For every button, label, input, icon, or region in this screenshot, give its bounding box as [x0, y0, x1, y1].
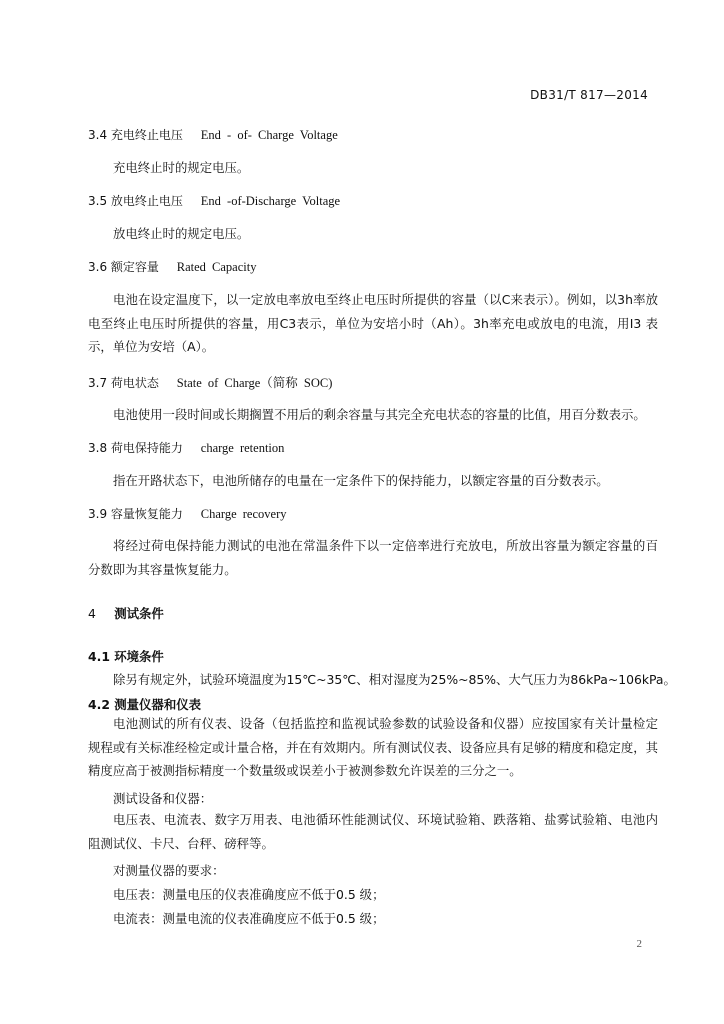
term-en-title: charge retention	[200, 441, 285, 455]
term-number: 3.9	[88, 507, 108, 521]
term-heading-3-6	[88, 258, 256, 275]
equipment-list: 电压表、电流表、数字万用表、电池循环性能测试仪、环境试验箱、跌落箱、盐雾试验箱、电池内阻测试仪、卡尺、台秤、磅秤等。	[88, 812, 658, 851]
section-number: 4	[88, 606, 96, 621]
term-heading-3-7	[88, 373, 332, 391]
term-number: 3.6	[88, 260, 108, 274]
term-definition-3-7: 电池使用一段时间或长期搁置不用后的剩余容量与其完全充电状态的容量的比值，用百分数表示。	[113, 407, 646, 422]
subsection-text-4-2: 电池测试的所有仪表、设备（包括监控和监视试验参数的试验设备和仪器）应按国家有关计量检定规程或有关标准经检定或计量合格，并在有效期内。所有测试仪表、设备应具有足够的精度和稳定度，其精度应高于被测指标精度一个数量级或误差小于被测参数允许误差的三分之一。	[88, 716, 658, 778]
term-number: 3.4	[88, 128, 108, 142]
term-en-title: Rated Capacity	[176, 260, 257, 274]
term-en-title: State of Charge（简称 SOC)	[176, 376, 333, 390]
requirements-label: 对测量仪器的要求：	[113, 863, 225, 878]
term-definition-3-8: 指在开路状态下，电池所储存的电量在一定条件下的保持能力，以额定容量的百分数表示。	[113, 473, 609, 488]
term-cn-title: 放电终止电压	[110, 194, 183, 208]
section-title: 测试条件	[114, 606, 164, 621]
document-code: DB31/T 817—2014	[530, 88, 648, 102]
requirement-voltage: 电压表：测量电压的仪表准确度应不低于0.5 级；	[113, 887, 385, 902]
term-definition-3-9: 将经过荷电保持能力测试的电池在常温条件下以一定倍率进行充放电，所放出容量为额定容量的百分数即为其容量恢复能力。	[88, 538, 658, 577]
term-cn-title: 容量恢复能力	[110, 507, 183, 521]
term-number: 3.7	[88, 376, 108, 390]
term-number: 3.8	[88, 441, 108, 455]
term-en-title: End -of-Discharge Voltage	[200, 194, 341, 208]
term-cn-title: 额定容量	[110, 260, 159, 274]
term-cn-title: 充电终止电压	[110, 128, 183, 142]
requirement-current: 电流表：测量电流的仪表准确度应不低于0.5 级；	[113, 911, 385, 926]
term-heading-3-4	[88, 126, 338, 143]
term-cn-title: 荷电保持能力	[110, 441, 183, 455]
page-number: 2	[636, 938, 642, 950]
term-en-title: End - of- Charge Voltage	[200, 128, 338, 142]
term-cn-title: 荷电状态	[110, 376, 159, 390]
term-heading-3-9	[88, 505, 286, 522]
equipment-label: 测试设备和仪器：	[113, 791, 213, 806]
term-heading-3-5	[88, 192, 340, 209]
term-en-title: Charge recovery	[200, 507, 287, 521]
section-heading-4	[88, 604, 164, 622]
term-definition-3-5: 放电终止时的规定电压。	[113, 226, 250, 241]
subsection-heading-4-2: 4.2 测量仪器和仪表	[88, 697, 201, 712]
term-definition-3-4: 充电终止时的规定电压。	[113, 160, 250, 175]
term-number: 3.5	[88, 194, 108, 208]
term-heading-3-8	[88, 439, 284, 456]
subsection-text-4-1: 除另有规定外，试验环境温度为15℃~35℃、相对湿度为25%~85%、大气压力为86kPa~106kPa。	[113, 672, 676, 687]
term-definition-3-6: 电池在设定温度下，以一定放电率放电至终止电压时所提供的容量（以C来表示）。例如，以3h率放电至终止电压时所提供的容量，用C3表示，单位为安培小时（Ah）。3h率充电或放电的电流，用I3 表示，单位为安培（A）。	[88, 292, 658, 354]
subsection-heading-4-1: 4.1 环境条件	[88, 649, 164, 664]
